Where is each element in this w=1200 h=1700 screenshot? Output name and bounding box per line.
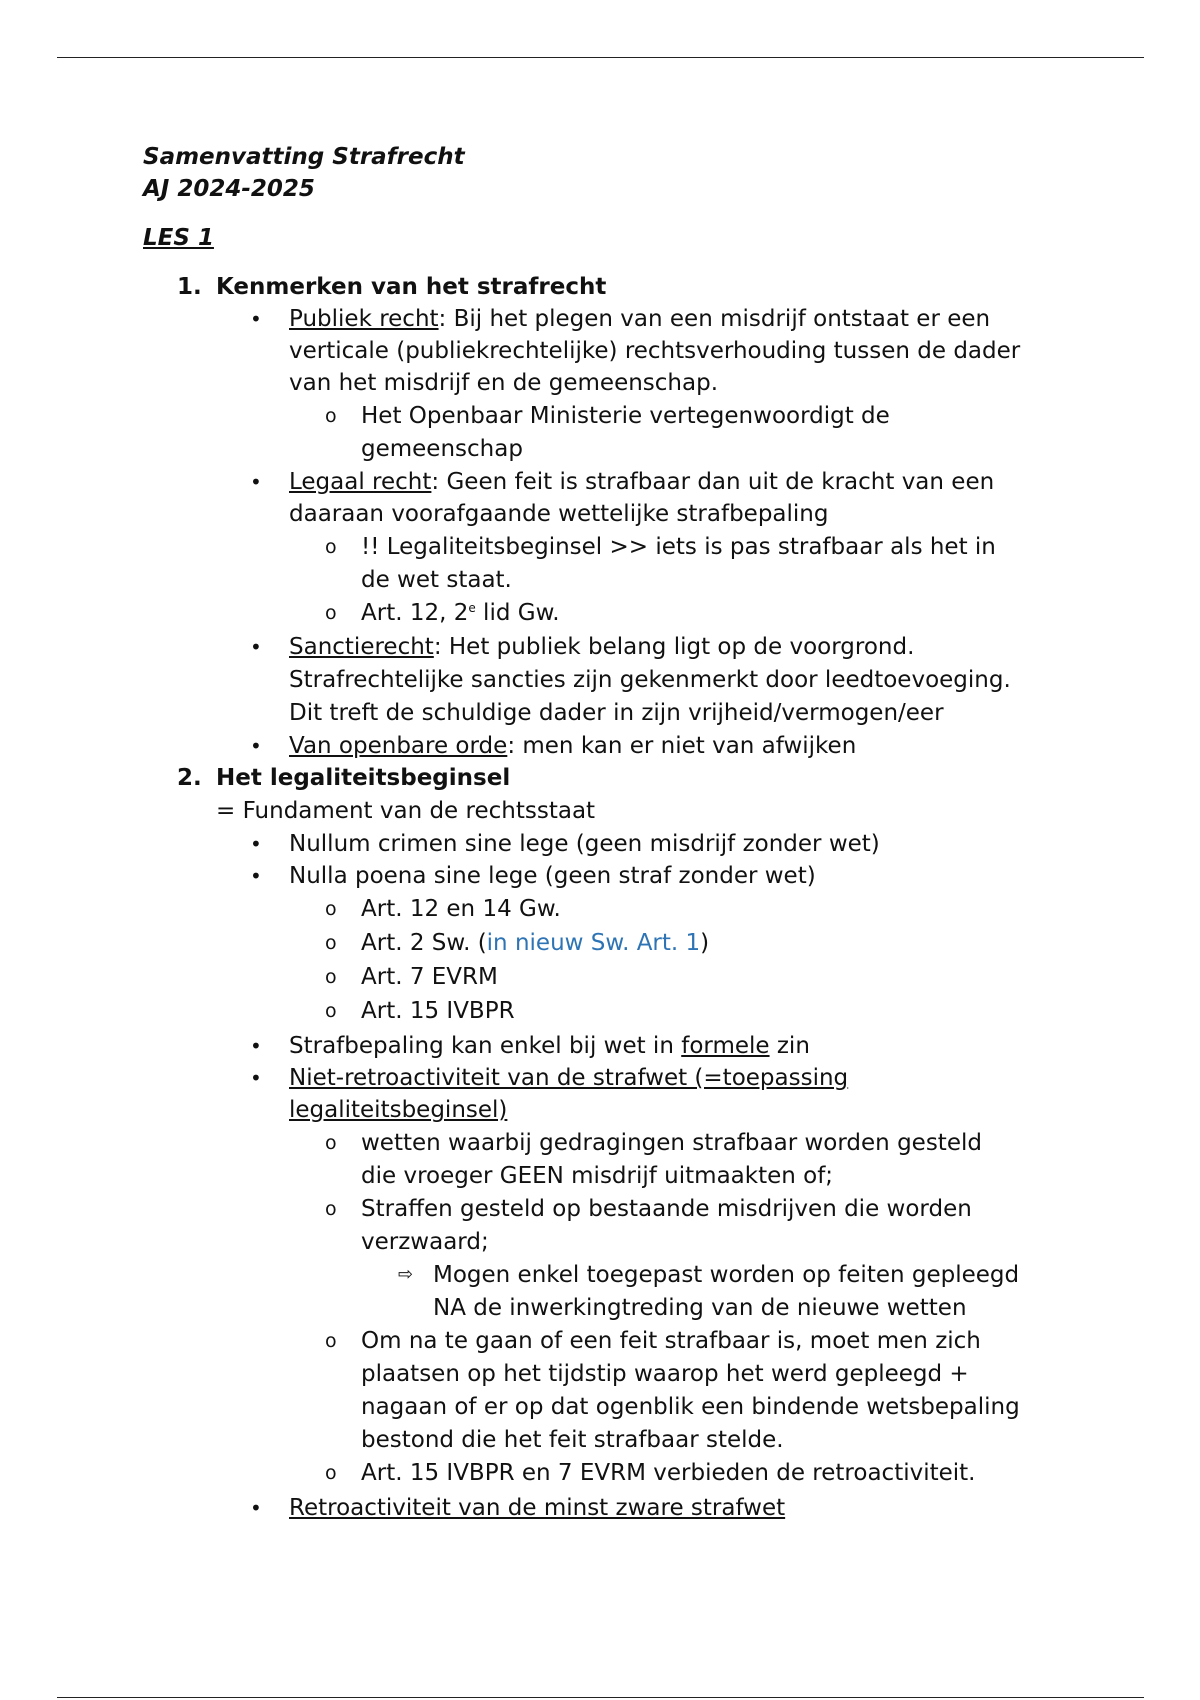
circle-bullet-icon: o (325, 1132, 337, 1154)
sub-list-item: Het Openbaar Ministerie vertegenwoordigt de (361, 403, 890, 429)
bullet-icon: • (250, 470, 262, 494)
term: Publiek recht (289, 306, 439, 332)
circle-bullet-icon: o (325, 536, 337, 558)
list-item: Legaal recht: Geen feit is strafbaar dan uit de kracht van een (289, 469, 995, 495)
list-item: Nulla poena sine lege (geen straf zonder wet) (289, 863, 816, 889)
sub-list-item: Art. 12 en 14 Gw. (361, 896, 561, 922)
sub-list-item: Straffen gesteld op bestaande misdrijven die worden (361, 1196, 972, 1222)
bullet-icon: • (250, 734, 262, 758)
bullet-icon: • (250, 864, 262, 888)
list-item-continuation: Strafrechtelijke sancties zijn gekenmerkt door leedtoevoeging. (289, 667, 1011, 693)
section-heading: Kenmerken van het strafrecht (216, 274, 607, 300)
list-item: Van openbare orde: men kan er niet van afwijken (289, 733, 857, 759)
sub-list-item-continuation: die vroeger GEEN misdrijf uitmaakten of; (361, 1163, 834, 1189)
sub-list-item: Art. 2 Sw. (in nieuw Sw. Art. 1) (361, 930, 710, 956)
sub-sub-list-item-continuation: NA de inwerkingtreding van de nieuwe wetten (433, 1295, 967, 1321)
sub-list-item-continuation: nagaan of er op dat ogenblik een bindende wetsbepaling (361, 1394, 1020, 1420)
document-title: Samenvatting Strafrecht (143, 144, 465, 170)
academic-year: AJ 2024-2025 (143, 176, 315, 202)
revision-note: in nieuw Sw. Art. 1 (486, 930, 701, 956)
bullet-icon: • (250, 307, 262, 331)
bullet-icon: • (250, 1496, 262, 1520)
circle-bullet-icon: o (325, 602, 337, 624)
section-heading: Het legaliteitsbeginsel (216, 765, 511, 791)
bullet-icon: • (250, 832, 262, 856)
list-item: Sanctierecht: Het publiek belang ligt op de voorgrond. (289, 634, 915, 660)
circle-bullet-icon: o (325, 898, 337, 920)
sub-list-item-continuation: verzwaard; (361, 1229, 489, 1255)
bullet-icon: • (250, 635, 262, 659)
list-item-continuation: van het misdrijf en de gemeenschap. (289, 370, 719, 396)
list-item-continuation: verticale (publiekrechtelijke) rechtsverhouding tussen de dader (289, 338, 1021, 364)
sub-list-item: Art. 7 EVRM (361, 964, 498, 990)
footer-rule (57, 1697, 1144, 1698)
sub-list-item-continuation: plaatsen op het tijdstip waarop het werd gepleegd + (361, 1361, 969, 1387)
bullet-icon: • (250, 1066, 262, 1090)
header-rule (57, 57, 1144, 58)
section-number: 2. (177, 765, 202, 791)
list-item: Publiek recht: Bij het plegen van een misdrijf ontstaat er een (289, 306, 991, 332)
sub-list-item: Art. 12, 2e lid Gw. (361, 600, 560, 626)
circle-bullet-icon: o (325, 932, 337, 954)
sub-list-item: wetten waarbij gedragingen strafbaar worden gesteld (361, 1130, 982, 1156)
sub-list-item-continuation: de wet staat. (361, 567, 512, 593)
lesson-heading: LES 1 (143, 225, 214, 251)
term: Sanctierecht (289, 634, 434, 660)
list-item-continuation: daaraan voorafgaande wettelijke strafbepaling (289, 501, 829, 527)
section-subtitle: = Fundament van de rechtsstaat (216, 798, 596, 824)
term: Van openbare orde (289, 733, 508, 759)
list-item: Niet-retroactiviteit van de strafwet (=toepassing (289, 1065, 849, 1091)
sub-list-item: Art. 15 IVBPR en 7 EVRM verbieden de retroactiviteit. (361, 1460, 976, 1486)
sub-list-item: !! Legaliteitsbeginsel >> iets is pas strafbaar als het in (361, 534, 996, 560)
arrow-right-icon: ⇨ (398, 1264, 414, 1285)
sub-list-item-continuation: bestond die het feit strafbaar stelde. (361, 1427, 784, 1453)
sub-list-item: Art. 15 IVBPR (361, 998, 515, 1024)
list-item: Nullum crimen sine lege (geen misdrijf zonder wet) (289, 831, 880, 857)
list-item: Strafbepaling kan enkel bij wet in formele zin (289, 1033, 810, 1059)
sub-list-item-continuation: gemeenschap (361, 436, 523, 462)
list-item: Retroactiviteit van de minst zware strafwet (289, 1495, 786, 1521)
circle-bullet-icon: o (325, 1330, 337, 1352)
circle-bullet-icon: o (325, 405, 337, 427)
term: Legaal recht (289, 469, 432, 495)
sub-sub-list-item: Mogen enkel toegepast worden op feiten gepleegd (433, 1262, 1020, 1288)
list-item-continuation: legaliteitsbeginsel) (289, 1097, 508, 1123)
sub-list-item: Om na te gaan of een feit strafbaar is, moet men zich (361, 1328, 981, 1354)
list-item-continuation: Dit treft de schuldige dader in zijn vrijheid/vermogen/eer (289, 700, 944, 726)
circle-bullet-icon: o (325, 1000, 337, 1022)
circle-bullet-icon: o (325, 1462, 337, 1484)
circle-bullet-icon: o (325, 1198, 337, 1220)
bullet-icon: • (250, 1034, 262, 1058)
section-number: 1. (177, 274, 202, 300)
circle-bullet-icon: o (325, 966, 337, 988)
